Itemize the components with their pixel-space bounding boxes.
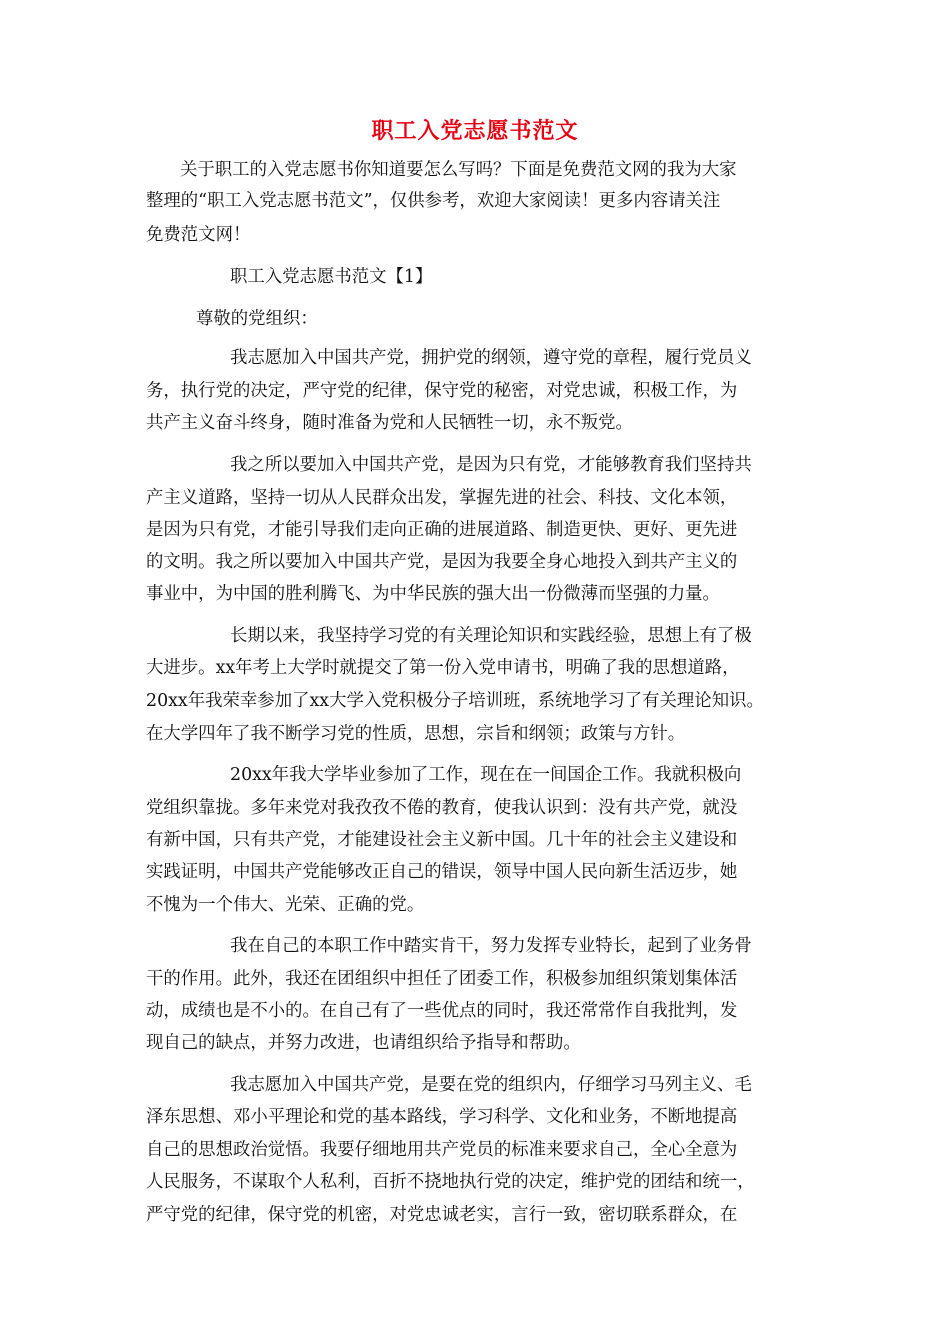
paragraph-line: 严守党的纪律，保守党的机密，对党忠诚老实，言行一致，密切联系群众，在 bbox=[146, 1205, 738, 1225]
paragraph-line: 不愧为一个伟大、光荣、正确的党。 bbox=[146, 895, 425, 915]
intro-line: 整理的“职工入党志愿书范文”，仅供参考，欢迎大家阅读！更多内容请关注 bbox=[146, 191, 721, 211]
paragraph-line: 动，成绩也是不小的。在自己有了一些优点的同时，我还常常作自我批判，发 bbox=[146, 1001, 738, 1021]
paragraph-line: 我之所以要加入中国共产党，是因为只有党，才能够教育我们坚持共 bbox=[230, 455, 752, 475]
salutation: 尊敬的党组织： bbox=[196, 309, 318, 329]
paragraph-line: 有新中国，只有共产党，才能建设社会主义新中国。几十年的社会主义建设和 bbox=[146, 830, 738, 850]
paragraph-line: 20xx年我荣幸参加了xx大学入党积极分子培训班，系统地学习了有关理论知识。 bbox=[146, 691, 764, 711]
paragraph-line: 20xx年我大学毕业参加了工作，现在在一间国企工作。我就积极向 bbox=[230, 765, 742, 785]
paragraph-line: 长期以来，我坚持学习党的有关理论知识和实践经验，思想上有了极 bbox=[230, 626, 752, 646]
paragraph-line: 我志愿加入中国共产党，拥护党的纲领，遵守党的章程，履行党员义 bbox=[230, 348, 752, 368]
paragraph-line: 是因为只有党，才能引导我们走向正确的进展道路、制造更快、更好、更先进 bbox=[146, 520, 738, 540]
intro-line: 关于职工的入党志愿书你知道要怎么写吗？下面是免费范文网的我为大家 bbox=[180, 160, 737, 180]
paragraph-line: 自己的思想政治觉悟。我要仔细地用共产党员的标准来要求自己，全心全意为 bbox=[146, 1140, 738, 1160]
paragraph-line: 事业中，为中国的胜利腾飞、为中华民族的强大出一份微薄而坚强的力量。 bbox=[146, 584, 720, 604]
paragraph-line: 我志愿加入中国共产党，是要在党的组织内，仔细学习马列主义、毛 bbox=[230, 1075, 752, 1095]
paragraph-line: 的文明。我之所以要加入中国共产党，是因为我要全身心地投入到共产主义的 bbox=[146, 552, 738, 572]
paragraph-line: 实践证明，中国共产党能够改正自己的错误，领导中国人民向新生活迈步，她 bbox=[146, 862, 738, 882]
paragraph-line: 大进步。xx年考上大学时就提交了第一份入党申请书，明确了我的思想道路， bbox=[146, 658, 740, 678]
section-heading: 职工入党志愿书范文【1】 bbox=[230, 267, 433, 287]
paragraph-line: 人民服务，不谋取个人私利，百折不挠地执行党的决定，维护党的团结和统一， bbox=[146, 1172, 755, 1192]
paragraph-line: 现自己的缺点，并努力改进，也请组织给予指导和帮助。 bbox=[146, 1033, 581, 1053]
paragraph-line: 泽东思想、邓小平理论和党的基本路线，学习科学、文化和业务，不断地提高 bbox=[146, 1107, 738, 1127]
intro-line: 免费范文网！ bbox=[146, 225, 251, 245]
paragraph-line: 党组织靠拢。多年来党对我孜孜不倦的教育，使我认识到：没有共产党，就没 bbox=[146, 798, 738, 818]
paragraph-line: 务，执行党的决定，严守党的纪律，保守党的秘密，对党忠诚，积极工作，为 bbox=[146, 381, 738, 401]
paragraph-line: 共产主义奋斗终身，随时准备为党和人民牺牲一切，永不叛党。 bbox=[146, 413, 633, 433]
paragraph-line: 干的作用。此外，我还在团组织中担任了团委工作，积极参加组织策划集体活 bbox=[146, 969, 738, 989]
paragraph-line: 产主义道路，坚持一切从人民群众出发，掌握先进的社会、科技、文化本领， bbox=[146, 488, 738, 508]
document-title: 职工入党志愿书范文 bbox=[371, 119, 579, 144]
paragraph-line: 我在自己的本职工作中踏实肯干，努力发挥专业特长，起到了业务骨 bbox=[230, 936, 752, 956]
paragraph-line: 在大学四年了我不断学习党的性质，思想，宗旨和纲领；政策与方针。 bbox=[146, 724, 686, 744]
